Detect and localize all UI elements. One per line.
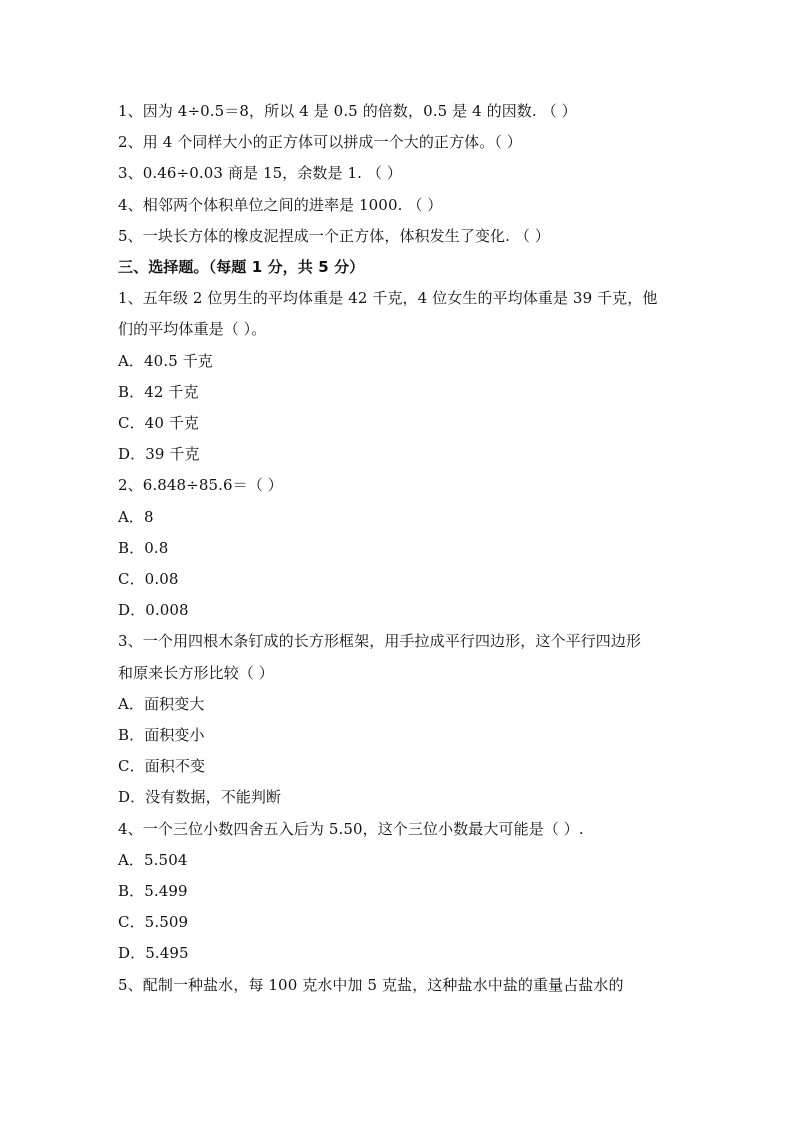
option-a: A．40.5 千克	[118, 351, 213, 370]
document-page	[118, 96, 678, 1001]
question-text: 1、五年级 2 位男生的平均体重是 42 千克，4 位女生的平均体重是 39 千克，他	[118, 289, 658, 308]
choice-question-3	[118, 626, 678, 813]
option-b: B．5.499	[118, 882, 188, 901]
option-c: C．40 千克	[118, 414, 200, 433]
option-b: B．面积变小	[118, 726, 205, 745]
choice-question-5	[118, 970, 678, 1001]
section-heading: 三、选择题。（每题 1 分，共 5 分）	[118, 258, 365, 277]
option-d: D．0.008	[118, 601, 189, 620]
option-c: C．5.509	[118, 913, 189, 932]
question-text: 4、一个三位小数四舍五入后为 5.50，这个三位小数最大可能是（ ）.	[118, 819, 584, 838]
option-c: C．面积不变	[118, 757, 206, 776]
choice-question-2	[118, 470, 678, 626]
true-false-section	[118, 96, 678, 252]
option-b: B．0.8	[118, 538, 169, 557]
option-d: D．没有数据，不能判断	[118, 788, 282, 807]
tf-question-1: 1、因为 4÷0.5＝8，所以 4 是 0.5 的倍数，0.5 是 4 的因数. （ ）	[118, 102, 577, 120]
choice-question-1	[118, 283, 678, 470]
question-text-continued: 们的平均体重是（ ）。	[118, 320, 267, 339]
question-text-continued: 和原来长方形比较（ ）	[118, 663, 274, 682]
question-text: 5、配制一种盐水，每 100 克水中加 5 克盐，这种盐水中盐的重量占盐水的	[118, 975, 624, 994]
option-c: C．0.08	[118, 570, 179, 589]
option-a: A．8	[118, 507, 154, 526]
tf-question-4: 4、相邻两个体积单位之间的进率是 1000. （ ）	[118, 195, 443, 214]
option-b: B．42 千克	[118, 382, 199, 401]
option-a: A．5.504	[118, 850, 188, 869]
tf-question-5: 5、一块长方体的橡皮泥捏成一个正方体，体积发生了变化. （ ）	[118, 226, 550, 245]
option-d: D．5.495	[118, 944, 189, 963]
option-d: D．39 千克	[118, 445, 200, 464]
question-text: 2、6.848÷85.6＝（ ）	[118, 476, 283, 495]
tf-question-3: 3、0.46÷0.03 商是 15，余数是 1. （ ）	[118, 164, 402, 183]
choice-question-4	[118, 814, 678, 970]
question-text: 3、一个用四根木条钉成的长方形框架，用手拉成平行四边形，这个平行四边形	[118, 632, 642, 651]
option-a: A．面积变大	[118, 694, 205, 713]
tf-question-2: 2、用 4 个同样大小的正方体可以拼成一个大的正方体。（ ）	[118, 133, 522, 152]
